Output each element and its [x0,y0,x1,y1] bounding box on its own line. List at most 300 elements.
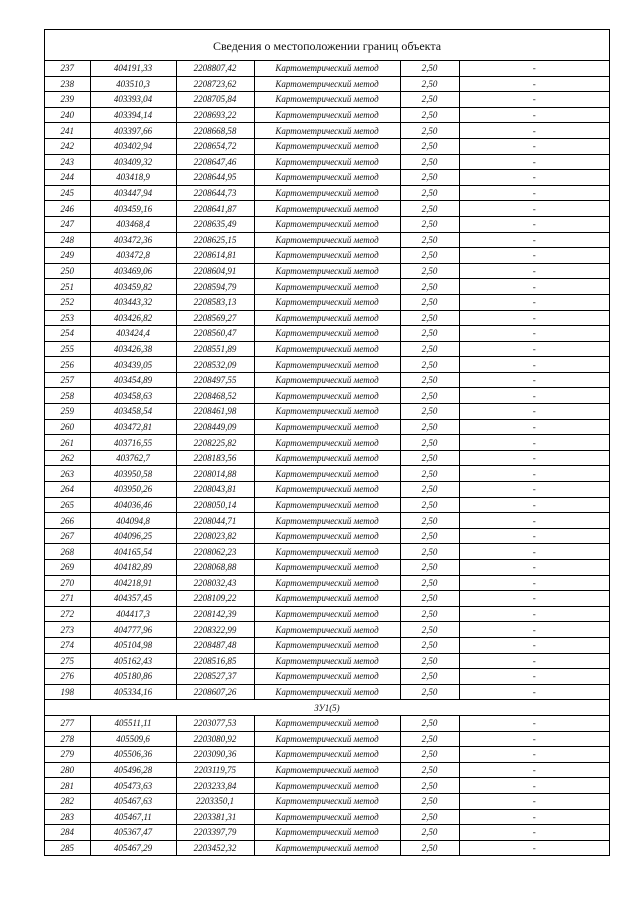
description-cell: - [459,450,609,466]
method-cell: Картометрический метод [254,762,400,778]
method-cell: Картометрический метод [254,715,400,731]
point-number-cell: 251 [45,279,90,295]
x-coordinate-cell: 403426,82 [90,310,176,326]
method-cell: Картометрический метод [254,61,400,76]
description-cell: - [459,825,609,841]
accuracy-cell: 2,50 [400,622,459,638]
table-row [45,513,609,529]
table-row [45,170,609,186]
table-row [45,154,609,170]
method-cell: Картометрический метод [254,419,400,435]
point-number-cell: 244 [45,170,90,186]
point-number-cell: 275 [45,653,90,669]
table-row [45,637,609,653]
description-cell: - [459,170,609,186]
y-coordinate-cell: 2208668,58 [176,123,254,139]
description-cell: - [459,138,609,154]
method-cell: Картометрический метод [254,232,400,248]
method-cell: Картометрический метод [254,544,400,560]
description-cell: - [459,747,609,763]
x-coordinate-cell: 403458,63 [90,388,176,404]
description-cell: - [459,404,609,420]
description-cell: - [459,591,609,607]
accuracy-cell: 2,50 [400,684,459,700]
y-coordinate-cell: 2208142,39 [176,606,254,622]
accuracy-cell: 2,50 [400,357,459,373]
table-row [45,778,609,794]
accuracy-cell: 2,50 [400,450,459,466]
y-coordinate-cell: 2208050,14 [176,497,254,513]
x-coordinate-cell: 403472,8 [90,248,176,264]
accuracy-cell: 2,50 [400,575,459,591]
method-cell: Картометрический метод [254,216,400,232]
table-row [45,450,609,466]
x-coordinate-cell: 404357,45 [90,591,176,607]
y-coordinate-cell: 2208062,23 [176,544,254,560]
table-row [45,185,609,201]
point-number-cell: 273 [45,622,90,638]
method-cell: Картометрический метод [254,513,400,529]
y-coordinate-cell: 2208647,46 [176,154,254,170]
table-row [45,138,609,154]
point-number-cell: 257 [45,372,90,388]
description-cell: - [459,840,609,855]
y-coordinate-cell: 2208614,81 [176,248,254,264]
y-coordinate-cell: 2208068,88 [176,560,254,576]
point-number-cell: 241 [45,123,90,139]
description-cell: - [459,497,609,513]
x-coordinate-cell: 405180,86 [90,669,176,685]
accuracy-cell: 2,50 [400,778,459,794]
table-row [45,107,609,123]
point-number-cell: 283 [45,809,90,825]
table-row [45,466,609,482]
method-cell: Картометрический метод [254,591,400,607]
description-cell: - [459,637,609,653]
description-cell: - [459,61,609,76]
y-coordinate-cell: 2203080,92 [176,731,254,747]
method-cell: Картометрический метод [254,684,400,700]
method-cell: Картометрический метод [254,170,400,186]
point-number-cell: 272 [45,606,90,622]
description-cell: - [459,154,609,170]
y-coordinate-cell: 2208654,72 [176,138,254,154]
accuracy-cell: 2,50 [400,482,459,498]
table-row [45,326,609,342]
point-number-cell: 198 [45,684,90,700]
point-number-cell: 269 [45,560,90,576]
description-cell: - [459,809,609,825]
accuracy-cell: 2,50 [400,372,459,388]
point-number-cell: 262 [45,450,90,466]
y-coordinate-cell: 2208497,55 [176,372,254,388]
x-coordinate-cell: 405334,16 [90,684,176,700]
table-row [45,294,609,310]
y-coordinate-cell: 2208807,42 [176,61,254,76]
description-cell: - [459,107,609,123]
accuracy-cell: 2,50 [400,544,459,560]
y-coordinate-cell: 2208723,62 [176,76,254,92]
y-coordinate-cell: 2208604,91 [176,263,254,279]
x-coordinate-cell: 403393,04 [90,92,176,108]
y-coordinate-cell: 2208532,09 [176,357,254,373]
table-row [45,435,609,451]
x-coordinate-cell: 403426,38 [90,341,176,357]
description-cell: - [459,560,609,576]
table-row [45,591,609,607]
point-number-cell: 240 [45,107,90,123]
description-cell: - [459,76,609,92]
method-cell: Картометрический метод [254,201,400,217]
description-cell: - [459,123,609,139]
section-row [45,700,609,716]
y-coordinate-cell: 2208583,13 [176,294,254,310]
point-number-cell: 265 [45,497,90,513]
table-row [45,372,609,388]
table-row [45,76,609,92]
table-row [45,715,609,731]
x-coordinate-cell: 405104,98 [90,637,176,653]
accuracy-cell: 2,50 [400,279,459,295]
accuracy-cell: 2,50 [400,248,459,264]
accuracy-cell: 2,50 [400,513,459,529]
method-cell: Картометрический метод [254,92,400,108]
accuracy-cell: 2,50 [400,528,459,544]
x-coordinate-cell: 403459,82 [90,279,176,295]
table-row [45,482,609,498]
table-row [45,419,609,435]
table-row [45,762,609,778]
x-coordinate-cell: 403447,94 [90,185,176,201]
point-number-cell: 276 [45,669,90,685]
table-row [45,216,609,232]
point-number-cell: 259 [45,404,90,420]
x-coordinate-cell: 405509,6 [90,731,176,747]
x-coordinate-cell: 403468,4 [90,216,176,232]
table-row [45,123,609,139]
y-coordinate-cell: 2208468,52 [176,388,254,404]
method-cell: Картометрический метод [254,154,400,170]
x-coordinate-cell: 405162,43 [90,653,176,669]
x-coordinate-cell: 405511,11 [90,715,176,731]
x-coordinate-cell: 405367,47 [90,825,176,841]
y-coordinate-cell: 2203119,75 [176,762,254,778]
accuracy-cell: 2,50 [400,653,459,669]
accuracy-cell: 2,50 [400,809,459,825]
table-row [45,248,609,264]
x-coordinate-cell: 404094,8 [90,513,176,529]
accuracy-cell: 2,50 [400,669,459,685]
description-cell: - [459,326,609,342]
x-coordinate-cell: 403409,32 [90,154,176,170]
point-number-cell: 238 [45,76,90,92]
method-cell: Картометрический метод [254,778,400,794]
method-cell: Картометрический метод [254,560,400,576]
y-coordinate-cell: 2208109,22 [176,591,254,607]
description-cell: - [459,310,609,326]
accuracy-cell: 2,50 [400,201,459,217]
table-row [45,622,609,638]
x-coordinate-cell: 403950,58 [90,466,176,482]
y-coordinate-cell: 2208043,81 [176,482,254,498]
point-number-cell: 243 [45,154,90,170]
method-cell: Картометрический метод [254,138,400,154]
y-coordinate-cell: 2208705,84 [176,92,254,108]
y-coordinate-cell: 2208607,26 [176,684,254,700]
table-row [45,809,609,825]
accuracy-cell: 2,50 [400,731,459,747]
description-cell: - [459,232,609,248]
y-coordinate-cell: 2203090,36 [176,747,254,763]
table-row [45,528,609,544]
point-number-cell: 268 [45,544,90,560]
accuracy-cell: 2,50 [400,793,459,809]
description-cell: - [459,606,609,622]
accuracy-cell: 2,50 [400,591,459,607]
table-row [45,669,609,685]
point-number-cell: 245 [45,185,90,201]
y-coordinate-cell: 2208693,22 [176,107,254,123]
accuracy-cell: 2,50 [400,715,459,731]
x-coordinate-cell: 403472,36 [90,232,176,248]
method-cell: Картометрический метод [254,388,400,404]
table-row [45,388,609,404]
method-cell: Картометрический метод [254,263,400,279]
x-coordinate-cell: 404191,33 [90,61,176,76]
description-cell: - [459,528,609,544]
method-cell: Картометрический метод [254,528,400,544]
y-coordinate-cell: 2208551,89 [176,341,254,357]
point-number-cell: 248 [45,232,90,248]
point-number-cell: 258 [45,388,90,404]
y-coordinate-cell: 2203077,53 [176,715,254,731]
accuracy-cell: 2,50 [400,170,459,186]
accuracy-cell: 2,50 [400,419,459,435]
accuracy-cell: 2,50 [400,388,459,404]
accuracy-cell: 2,50 [400,216,459,232]
method-cell: Картометрический метод [254,747,400,763]
section-label: ЗУ1(5) [45,700,609,716]
method-cell: Картометрический метод [254,326,400,342]
x-coordinate-cell: 405467,11 [90,809,176,825]
method-cell: Картометрический метод [254,404,400,420]
x-coordinate-cell: 403402,94 [90,138,176,154]
point-number-cell: 267 [45,528,90,544]
table-row [45,92,609,108]
method-cell: Картометрический метод [254,622,400,638]
x-coordinate-cell: 403424,4 [90,326,176,342]
method-cell: Картометрический метод [254,731,400,747]
y-coordinate-cell: 2208594,79 [176,279,254,295]
x-coordinate-cell: 403394,14 [90,107,176,123]
point-number-cell: 249 [45,248,90,264]
description-cell: - [459,185,609,201]
accuracy-cell: 2,50 [400,92,459,108]
description-cell: - [459,653,609,669]
y-coordinate-cell: 2203350,1 [176,793,254,809]
x-coordinate-cell: 403950,26 [90,482,176,498]
table-row [45,341,609,357]
x-coordinate-cell: 405467,29 [90,840,176,855]
accuracy-cell: 2,50 [400,107,459,123]
y-coordinate-cell: 2203452,32 [176,840,254,855]
method-cell: Картометрический метод [254,653,400,669]
y-coordinate-cell: 2208032,43 [176,575,254,591]
description-cell: - [459,92,609,108]
description-cell: - [459,778,609,794]
accuracy-cell: 2,50 [400,326,459,342]
point-number-cell: 282 [45,793,90,809]
accuracy-cell: 2,50 [400,185,459,201]
method-cell: Картометрический метод [254,840,400,855]
description-cell: - [459,544,609,560]
point-number-cell: 284 [45,825,90,841]
table-row [45,793,609,809]
y-coordinate-cell: 2208225,82 [176,435,254,451]
y-coordinate-cell: 2208183,56 [176,450,254,466]
description-cell: - [459,201,609,217]
table-row [45,497,609,513]
point-number-cell: 247 [45,216,90,232]
y-coordinate-cell: 2208516,85 [176,653,254,669]
point-number-cell: 278 [45,731,90,747]
x-coordinate-cell: 404036,46 [90,497,176,513]
y-coordinate-cell: 2208625,15 [176,232,254,248]
accuracy-cell: 2,50 [400,747,459,763]
accuracy-cell: 2,50 [400,606,459,622]
sheet-title: Сведения о местоположении границ объекта [45,30,609,61]
accuracy-cell: 2,50 [400,435,459,451]
description-cell: - [459,482,609,498]
y-coordinate-cell: 2208644,95 [176,170,254,186]
method-cell: Картометрический метод [254,185,400,201]
point-number-cell: 250 [45,263,90,279]
x-coordinate-cell: 404777,96 [90,622,176,638]
method-cell: Картометрический метод [254,450,400,466]
accuracy-cell: 2,50 [400,637,459,653]
description-cell: - [459,279,609,295]
description-cell: - [459,513,609,529]
x-coordinate-cell: 405496,28 [90,762,176,778]
accuracy-cell: 2,50 [400,825,459,841]
table-row [45,606,609,622]
y-coordinate-cell: 2203381,31 [176,809,254,825]
x-coordinate-cell: 405473,63 [90,778,176,794]
point-number-cell: 242 [45,138,90,154]
method-cell: Картометрический метод [254,107,400,123]
x-coordinate-cell: 403472,81 [90,419,176,435]
x-coordinate-cell: 404182,89 [90,560,176,576]
x-coordinate-cell: 403454,89 [90,372,176,388]
accuracy-cell: 2,50 [400,560,459,576]
coordinates-table-body [45,61,609,855]
method-cell: Картометрический метод [254,341,400,357]
x-coordinate-cell: 404096,25 [90,528,176,544]
x-coordinate-cell: 403459,16 [90,201,176,217]
description-cell: - [459,263,609,279]
accuracy-cell: 2,50 [400,310,459,326]
accuracy-cell: 2,50 [400,123,459,139]
method-cell: Картометрический метод [254,357,400,373]
method-cell: Картометрический метод [254,497,400,513]
accuracy-cell: 2,50 [400,466,459,482]
table-row [45,232,609,248]
point-number-cell: 255 [45,341,90,357]
method-cell: Картометрический метод [254,310,400,326]
x-coordinate-cell: 405467,63 [90,793,176,809]
point-number-cell: 261 [45,435,90,451]
accuracy-cell: 2,50 [400,138,459,154]
table-row [45,575,609,591]
table-row [45,310,609,326]
point-number-cell: 271 [45,591,90,607]
point-number-cell: 279 [45,747,90,763]
table-row [45,544,609,560]
description-cell: - [459,715,609,731]
table-row [45,653,609,669]
description-cell: - [459,419,609,435]
description-cell: - [459,684,609,700]
point-number-cell: 281 [45,778,90,794]
point-number-cell: 263 [45,466,90,482]
y-coordinate-cell: 2208527,37 [176,669,254,685]
x-coordinate-cell: 403762,7 [90,450,176,466]
y-coordinate-cell: 2208569,27 [176,310,254,326]
method-cell: Картометрический метод [254,435,400,451]
x-coordinate-cell: 403439,05 [90,357,176,373]
y-coordinate-cell: 2208635,49 [176,216,254,232]
description-cell: - [459,372,609,388]
table-row [45,684,609,700]
y-coordinate-cell: 2203233,84 [176,778,254,794]
method-cell: Картометрический метод [254,606,400,622]
table-row [45,840,609,855]
table-row [45,201,609,217]
table-row [45,279,609,295]
accuracy-cell: 2,50 [400,497,459,513]
point-number-cell: 280 [45,762,90,778]
method-cell: Картометрический метод [254,279,400,295]
x-coordinate-cell: 403716,55 [90,435,176,451]
description-cell: - [459,388,609,404]
table-row [45,747,609,763]
method-cell: Картометрический метод [254,793,400,809]
point-number-cell: 254 [45,326,90,342]
method-cell: Картометрический метод [254,466,400,482]
y-coordinate-cell: 2208644,73 [176,185,254,201]
accuracy-cell: 2,50 [400,76,459,92]
method-cell: Картометрический метод [254,669,400,685]
point-number-cell: 253 [45,310,90,326]
accuracy-cell: 2,50 [400,154,459,170]
point-number-cell: 239 [45,92,90,108]
accuracy-cell: 2,50 [400,232,459,248]
method-cell: Картометрический метод [254,248,400,264]
method-cell: Картометрический метод [254,809,400,825]
accuracy-cell: 2,50 [400,61,459,76]
point-number-cell: 270 [45,575,90,591]
accuracy-cell: 2,50 [400,341,459,357]
table-row [45,825,609,841]
method-cell: Картометрический метод [254,825,400,841]
table-row [45,404,609,420]
y-coordinate-cell: 2208044,71 [176,513,254,529]
method-cell: Картометрический метод [254,575,400,591]
description-cell: - [459,341,609,357]
method-cell: Картометрический метод [254,76,400,92]
table-row [45,263,609,279]
point-number-cell: 237 [45,61,90,76]
